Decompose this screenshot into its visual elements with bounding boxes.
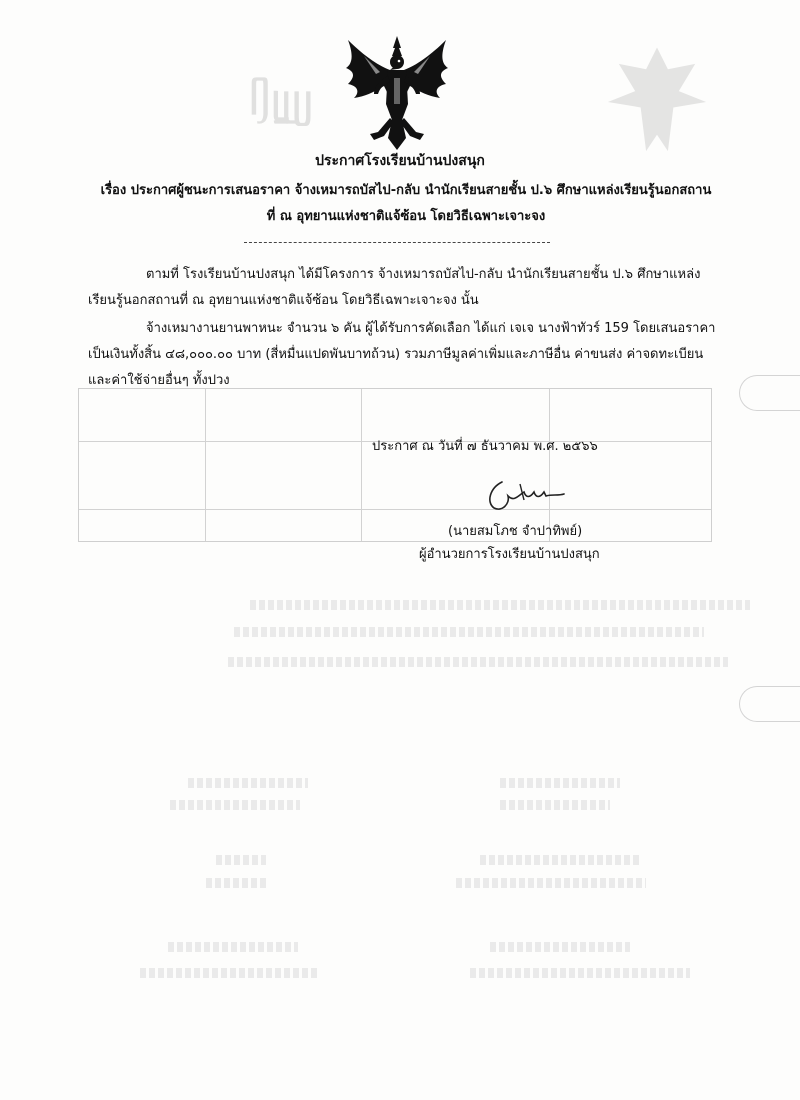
signature-icon — [480, 474, 576, 514]
bleed-through-line — [490, 942, 630, 952]
bleed-through-line — [216, 855, 266, 865]
bleed-through-line — [470, 968, 690, 978]
bleed-through-line — [500, 778, 620, 788]
punch-hole-mark — [739, 375, 800, 411]
bleed-through-line — [456, 878, 646, 888]
dashed-divider — [244, 242, 550, 243]
signer-name: (นายสมโภช จำปาทิพย์) — [448, 524, 583, 539]
bleed-through-line — [170, 800, 300, 810]
paragraph-1-text: ตามที่ โรงเรียนบ้านปงสนุก ได้มีโครงการ จ้างเหมารถบัสไป-กลับ นำนักเรียนสายชั้น ป.๖ ศึกษาแหล่งเรียนรู้นอกสถานที่ ณ อุทยานแห่งชาติแจ้ซ้อน โดยวิธีเฉพาะเจาะจง นั้น — [88, 267, 701, 308]
document-title: ประกาศโรงเรียนบ้านปงสนุก — [315, 153, 485, 169]
announcement-date: ประกาศ ณ วันที่ ๗ ธันวาคม พ.ศ. ๒๕๖๖ — [372, 439, 598, 454]
bleed-through-line — [234, 627, 704, 637]
subject-line-2: ที่ ณ อุทยานแห่งชาติแจ้ซ้อน โดยวิธีเฉพาะเจาะจง — [266, 209, 546, 224]
bleed-through-line — [228, 657, 728, 667]
bleed-through-line — [140, 968, 320, 978]
bleed-through-table — [78, 388, 712, 542]
bleed-through-line — [480, 855, 640, 865]
bleed-through-line — [206, 878, 266, 888]
bleed-through-line — [500, 800, 610, 810]
subject-line-1: เรื่อง ประกาศผู้ชนะการเสนอราคา จ้างเหมารถบัสไป-กลับ นำนักเรียนสายชั้น ป.๖ ศึกษาแหล่งเรียนรู้นอกสถาน — [100, 183, 712, 198]
paragraph-2-text: จ้างเหมางานยานพาหนะ จำนวน ๖ คัน ผู้ได้รับการคัดเลือก ได้แก่ เจเจ นางฟ้าทัวร์ 159 โดยเสนอราคาเป็นเงินทั้งสิ้น ๔๘,๐๐๐.๐๐ บาท (สี่หมื่นแปดพันบาทถ้วน) รวมภาษีมูลค่าเพิ่มและภาษีอื่น ค่าขนส่ง ค่าจดทะเบียน และค่าใช้จ่ายอื่นๆ ทั้งปวง — [88, 321, 716, 388]
bleed-through-emblem-icon — [602, 42, 712, 162]
bleed-through-line — [188, 778, 308, 788]
body-paragraph-1 — [88, 262, 722, 314]
bleed-through-heading: ᥦᥧᥨᥩ — [250, 78, 315, 124]
bleed-through-line — [168, 942, 298, 952]
body-paragraph-2 — [88, 316, 722, 394]
punch-hole-mark — [739, 686, 800, 722]
document-subject — [86, 178, 726, 230]
garuda-emblem-icon — [344, 34, 450, 152]
signer-position: ผู้อำนวยการโรงเรียนบ้านปงสนุก — [419, 547, 600, 562]
bleed-through-line — [250, 600, 750, 610]
